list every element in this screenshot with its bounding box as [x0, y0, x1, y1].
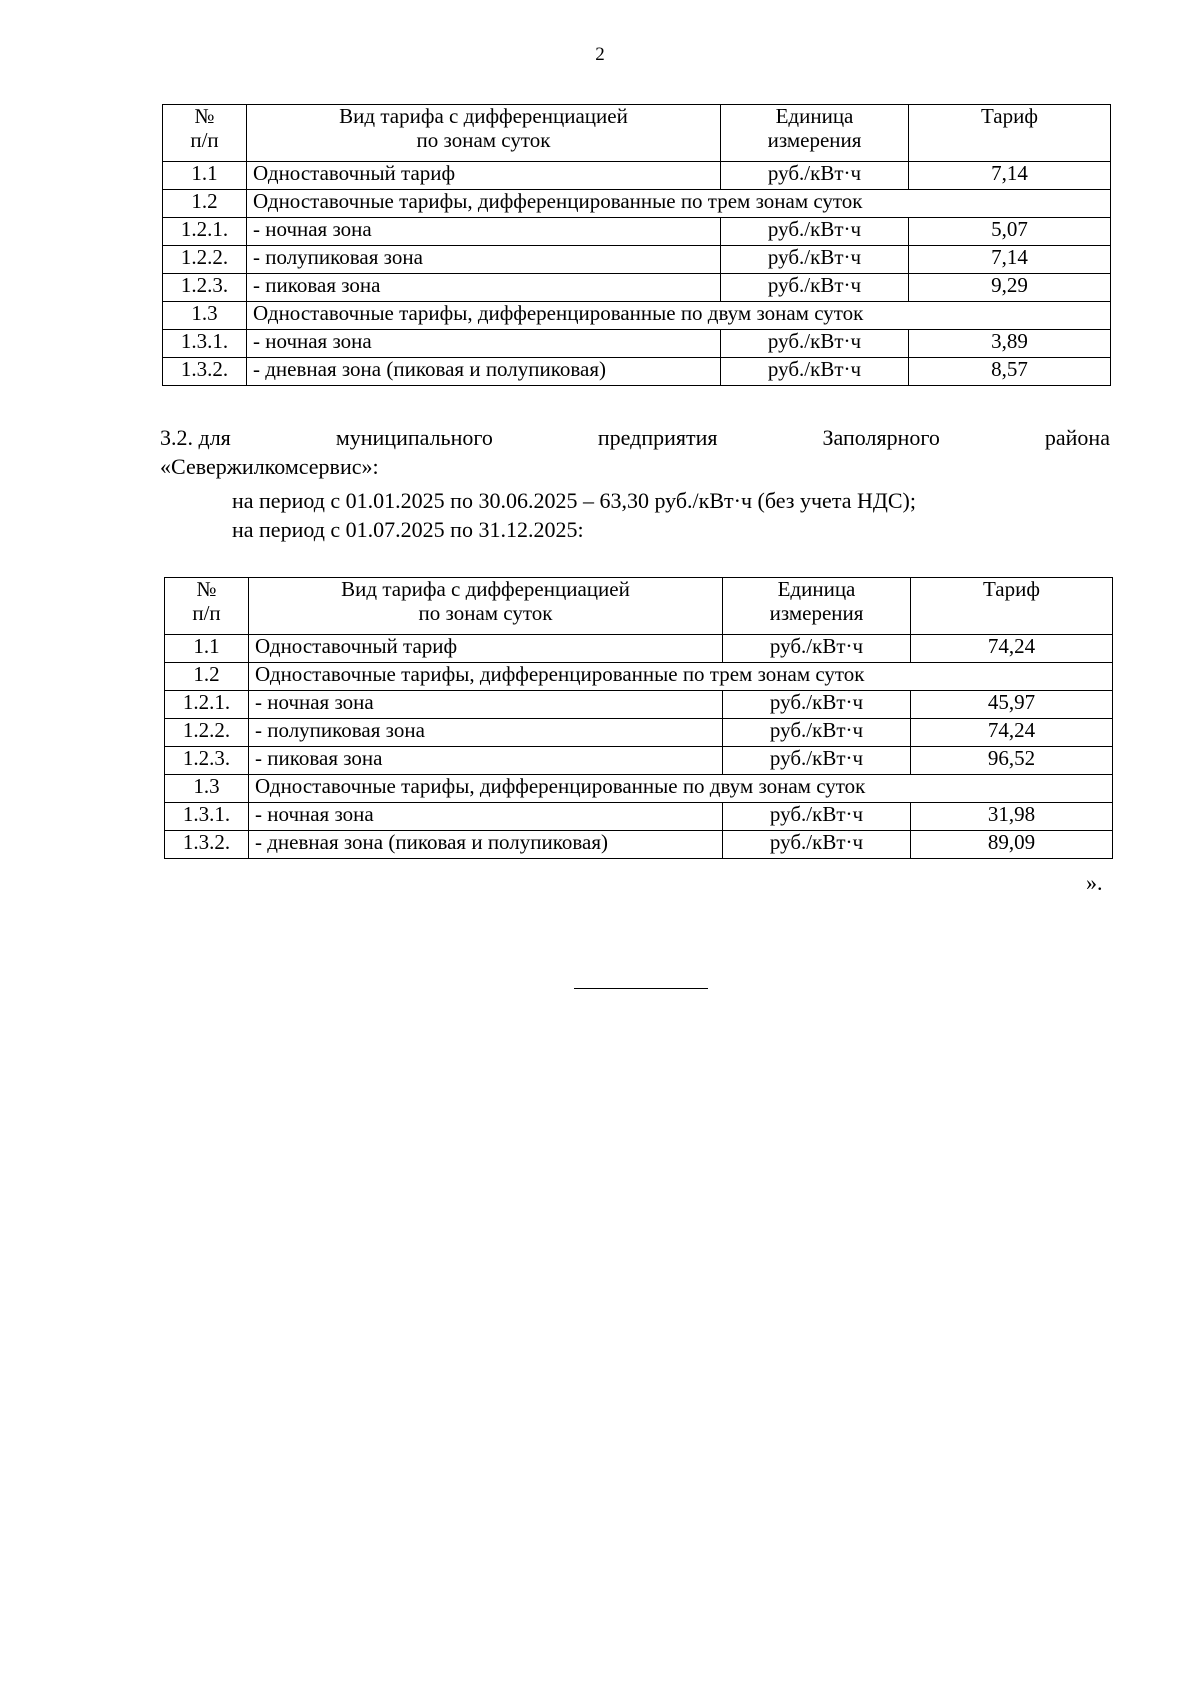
header-number-line: №: [194, 104, 215, 128]
header-tariff-type: [249, 578, 723, 635]
header-tariff-type: [247, 105, 721, 162]
row-description: - дневная зона (пиковая и полупиковая): [247, 358, 721, 386]
row-description: - ночная зона: [249, 803, 723, 831]
header-unit-line: измерения: [767, 127, 862, 152]
row-number: 1.2: [163, 190, 247, 218]
row-number: 1.2.1.: [163, 218, 247, 246]
header-tariff-type-line: Вид тарифа с дифференциацией: [339, 104, 628, 128]
period-2-text: на период с 01.07.2025 по 31.12.2025:: [232, 517, 584, 542]
row-unit: руб./кВт·ч: [721, 274, 909, 302]
separator-line: [574, 988, 708, 989]
intro-word: 3.2. для: [160, 425, 231, 450]
row-unit: руб./кВт·ч: [721, 162, 909, 190]
row-tariff-value: 45,97: [911, 691, 1113, 719]
row-tariff-value: 31,98: [911, 803, 1113, 831]
row-group-description: Одноставочные тарифы, дифференцированные по двум зонам суток: [249, 775, 1113, 803]
row-unit: руб./кВт·ч: [721, 246, 909, 274]
table-row: [165, 663, 1113, 691]
intro-word: района: [1044, 425, 1110, 450]
row-unit: руб./кВт·ч: [723, 831, 911, 859]
table-row: [165, 803, 1113, 831]
table-row: [163, 302, 1111, 330]
header-unit-line: Единица: [775, 104, 854, 128]
row-unit: руб./кВт·ч: [721, 330, 909, 358]
row-description: - дневная зона (пиковая и полупиковая): [249, 831, 723, 859]
header-number-line: п/п: [190, 127, 219, 152]
header-tariff-type-line: по зонам суток: [418, 600, 553, 625]
row-unit: руб./кВт·ч: [723, 803, 911, 831]
row-number: 1.2.3.: [165, 747, 249, 775]
row-number: 1.3.2.: [165, 831, 249, 859]
row-description: - ночная зона: [247, 330, 721, 358]
row-number: 1.2.3.: [163, 274, 247, 302]
header-tariff-type-line: Вид тарифа с дифференциацией: [341, 577, 630, 601]
row-description: - полупиковая зона: [249, 719, 723, 747]
intro-word: Заполярного: [822, 425, 940, 450]
table-header-row: [163, 105, 1111, 162]
row-number: 1.2.2.: [165, 719, 249, 747]
table-row: [163, 162, 1111, 190]
row-group-description: Одноставочные тарифы, дифференцированные по трем зонам суток: [247, 190, 1111, 218]
section-3-2-intro: [160, 423, 1110, 452]
table-row: [165, 691, 1113, 719]
page-number: 2: [595, 44, 605, 65]
row-number: 1.3.1.: [165, 803, 249, 831]
header-number: [165, 578, 249, 635]
row-description: - полупиковая зона: [247, 246, 721, 274]
row-number: 1.3.1.: [163, 330, 247, 358]
row-number: 1.2.2.: [163, 246, 247, 274]
header-tariff-type-line: по зонам суток: [416, 127, 551, 152]
row-unit: руб./кВт·ч: [723, 635, 911, 663]
row-group-description: Одноставочные тарифы, дифференцированные по двум зонам суток: [247, 302, 1111, 330]
header-tariff: Тариф: [909, 105, 1111, 162]
row-tariff-value: 7,14: [909, 246, 1111, 274]
row-tariff-value: 5,07: [909, 218, 1111, 246]
row-number: 1.3: [163, 302, 247, 330]
row-unit: руб./кВт·ч: [723, 719, 911, 747]
table-row: [165, 719, 1113, 747]
row-tariff-value: 8,57: [909, 358, 1111, 386]
header-unit: [723, 578, 911, 635]
header-unit-line: Единица: [777, 577, 856, 601]
row-description: - ночная зона: [247, 218, 721, 246]
header-number-line: №: [196, 577, 217, 601]
row-tariff-value: 74,24: [911, 635, 1113, 663]
row-number: 1.3: [165, 775, 249, 803]
table-row: [163, 274, 1111, 302]
row-unit: руб./кВт·ч: [723, 747, 911, 775]
table-row: [165, 831, 1113, 859]
table-row: [163, 190, 1111, 218]
table-row: [163, 218, 1111, 246]
row-unit: руб./кВт·ч: [723, 691, 911, 719]
row-tariff-value: 7,14: [909, 162, 1111, 190]
header-number: [163, 105, 247, 162]
tariff-table-1: [162, 104, 1111, 386]
row-group-description: Одноставочные тарифы, дифференцированные по трем зонам суток: [249, 663, 1113, 691]
row-tariff-value: 3,89: [909, 330, 1111, 358]
table-row: [165, 635, 1113, 663]
row-unit: руб./кВт·ч: [721, 358, 909, 386]
row-tariff-value: 74,24: [911, 719, 1113, 747]
row-description: Одноставочный тариф: [247, 162, 721, 190]
table-row: [163, 246, 1111, 274]
row-number: 1.1: [163, 162, 247, 190]
header-number-line: п/п: [192, 600, 221, 625]
row-description: Одноставочный тариф: [249, 635, 723, 663]
intro-word: предприятия: [597, 425, 718, 450]
row-tariff-value: 9,29: [909, 274, 1111, 302]
row-description: - пиковая зона: [249, 747, 723, 775]
row-tariff-value: 89,09: [911, 831, 1113, 859]
header-unit: [721, 105, 909, 162]
intro-word: муниципального: [335, 425, 493, 450]
closing-quote: ».: [1086, 870, 1103, 895]
table-row: [163, 330, 1111, 358]
table-row: [163, 358, 1111, 386]
header-unit-line: измерения: [769, 600, 864, 625]
row-description: - пиковая зона: [247, 274, 721, 302]
row-number: 1.2: [165, 663, 249, 691]
organization-name: «Севержилкомсервис»:: [160, 454, 379, 479]
row-unit: руб./кВт·ч: [721, 218, 909, 246]
period-1-text: на период с 01.01.2025 по 30.06.2025 – 63,30 руб./кВт·ч (без учета НДС);: [232, 488, 916, 513]
table-row: [165, 775, 1113, 803]
row-number: 1.3.2.: [163, 358, 247, 386]
table-row: [165, 747, 1113, 775]
tariff-table-2: [164, 577, 1113, 859]
row-number: 1.2.1.: [165, 691, 249, 719]
row-tariff-value: 96,52: [911, 747, 1113, 775]
table-header-row: [165, 578, 1113, 635]
header-tariff: Тариф: [911, 578, 1113, 635]
row-description: - ночная зона: [249, 691, 723, 719]
row-number: 1.1: [165, 635, 249, 663]
